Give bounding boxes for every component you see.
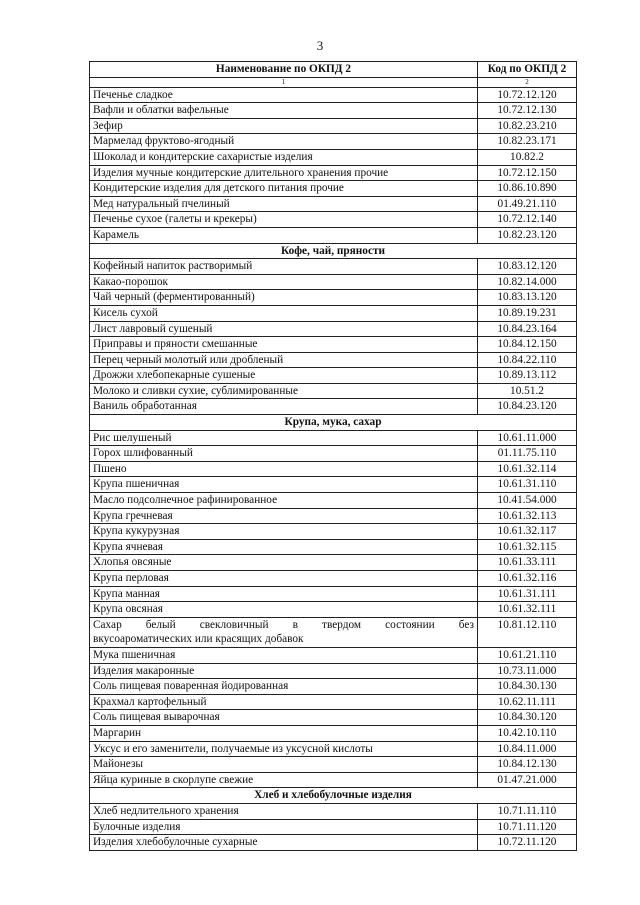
table-row [90, 134, 577, 150]
table-row [90, 586, 577, 602]
item-code: 10.82.23.171 [478, 134, 577, 150]
table-row [90, 803, 577, 819]
item-code: 10.84.22.110 [478, 352, 577, 368]
item-name: Крупа пшеничная [90, 477, 478, 493]
item-code: 10.71.11.120 [478, 819, 577, 835]
table-row [90, 617, 577, 647]
item-code: 10.84.12.150 [478, 337, 577, 353]
item-name: Яйца куриные в скорлупе свежие [90, 772, 478, 788]
table-row [90, 772, 577, 788]
item-name: Пшено [90, 461, 478, 477]
item-name-word: свекловичный [199, 618, 269, 631]
table-header-row [90, 62, 577, 78]
item-code: 10.84.11.000 [478, 741, 577, 757]
item-code: 01.47.21.000 [478, 772, 577, 788]
item-code: 10.71.11.110 [478, 803, 577, 819]
section-heading-row [90, 243, 577, 259]
table-row [90, 149, 577, 165]
item-name: Хлопья овсяные [90, 555, 478, 571]
table-row [90, 290, 577, 306]
item-code: 10.86.10.890 [478, 181, 577, 197]
table-row [90, 259, 577, 275]
table-row [90, 757, 577, 773]
table-row [90, 337, 577, 353]
item-name: Соль пищевая выварочная [90, 710, 478, 726]
item-name: Печенье сухое (галеты и крекеры) [90, 212, 478, 228]
item-code: 10.82.23.210 [478, 118, 577, 134]
item-name: Крупа ячневая [90, 539, 478, 555]
item-name: Перец черный молотый или дробленый [90, 352, 478, 368]
item-name-word: без [458, 618, 474, 631]
item-code: 10.84.23.164 [478, 321, 577, 337]
item-code: 10.42.10.110 [478, 725, 577, 741]
table-row [90, 710, 577, 726]
item-name [90, 617, 478, 647]
section-heading: Кофе, чай, пряности [90, 243, 577, 259]
item-code: 10.83.12.120 [478, 259, 577, 275]
item-code: 10.84.30.120 [478, 710, 577, 726]
item-code: 10.41.54.000 [478, 493, 577, 509]
table-row [90, 446, 577, 462]
item-code: 10.84.30.130 [478, 679, 577, 695]
table-row [90, 725, 577, 741]
item-name: Крупа гречневая [90, 508, 478, 524]
item-name: Майонезы [90, 757, 478, 773]
item-name: Мармелад фруктово-ягодный [90, 134, 478, 150]
item-code: 10.82.2 [478, 149, 577, 165]
item-code: 10.51.2 [478, 383, 577, 399]
table-row [90, 663, 577, 679]
item-name: Маргарин [90, 725, 478, 741]
item-code: 10.81.12.110 [478, 617, 577, 647]
table-row [90, 835, 577, 851]
table-row [90, 539, 577, 555]
item-name: Какао-порошок [90, 274, 478, 290]
table-row [90, 477, 577, 493]
item-name: Шоколад и кондитерские сахаристые изделия [90, 149, 478, 165]
item-name: Изделия хлебобулочные сухарные [90, 835, 478, 851]
item-name: Булочные изделия [90, 819, 478, 835]
page-number: 3 [316, 38, 324, 53]
item-name-word: белый [145, 618, 176, 631]
section-heading-row [90, 788, 577, 804]
section-heading: Хлеб и хлебобулочные изделия [90, 788, 577, 804]
section-heading-row [90, 415, 577, 431]
item-name: Уксус и его заменители, получаемые из уксусной кислоты [90, 741, 478, 757]
table-row [90, 103, 577, 119]
item-name: Крахмал картофельный [90, 694, 478, 710]
item-name: Изделия макаронные [90, 663, 478, 679]
table-row [90, 741, 577, 757]
section-heading: Крупа, мука, сахар [90, 415, 577, 431]
item-name: Кофейный напиток растворимый [90, 259, 478, 275]
item-name: Чай черный (ферментированный) [90, 290, 478, 306]
table-row [90, 165, 577, 181]
item-name: Кисель сухой [90, 305, 478, 321]
table-row [90, 196, 577, 212]
item-name: Вафли и облатки вафельные [90, 103, 478, 119]
table-row [90, 819, 577, 835]
item-code: 10.61.31.110 [478, 477, 577, 493]
table-row [90, 430, 577, 446]
table-row [90, 181, 577, 197]
header-name: Наименование по ОКПД 2 [90, 62, 478, 78]
item-code: 10.89.19.231 [478, 305, 577, 321]
table-row [90, 212, 577, 228]
item-name: Изделия мучные кондитерские длительного хранения прочие [90, 165, 478, 181]
item-code: 10.72.12.150 [478, 165, 577, 181]
item-code: 10.83.13.120 [478, 290, 577, 306]
item-code: 10.61.32.111 [478, 602, 577, 618]
item-code: 10.61.21.110 [478, 647, 577, 663]
item-name-word: в [292, 618, 298, 631]
item-code: 10.61.32.114 [478, 461, 577, 477]
item-code: 10.62.11.111 [478, 694, 577, 710]
table-row [90, 87, 577, 103]
item-code: 10.72.12.120 [478, 87, 577, 103]
item-name-word: состоянии [385, 618, 435, 631]
table-row [90, 399, 577, 415]
table-row [90, 694, 577, 710]
item-name-line-2: вкусоароматических или красящих добавок [93, 633, 304, 646]
table-row [90, 647, 577, 663]
table-row [90, 571, 577, 587]
item-name-line-1 [93, 618, 474, 633]
item-name: Лист лавровый сушеный [90, 321, 478, 337]
item-name: Карамель [90, 227, 478, 243]
item-name: Крупа перловая [90, 571, 478, 587]
item-code: 10.89.13.112 [478, 368, 577, 384]
column-number-row [90, 77, 577, 87]
item-code: 10.61.32.116 [478, 571, 577, 587]
table-row [90, 227, 577, 243]
table-row [90, 274, 577, 290]
item-code: 01.49.21.110 [478, 196, 577, 212]
table-row [90, 602, 577, 618]
item-name: Дрожжи хлебопекарные сушеные [90, 368, 478, 384]
item-name: Рис шелушеный [90, 430, 478, 446]
item-name: Масло подсолнечное рафинированное [90, 493, 478, 509]
item-name: Соль пищевая поваренная йодированная [90, 679, 478, 695]
item-name: Ваниль обработанная [90, 399, 478, 415]
item-code: 10.61.11.000 [478, 430, 577, 446]
item-name: Приправы и пряности смешанные [90, 337, 478, 353]
table-row [90, 524, 577, 540]
item-name: Крупа кукурузная [90, 524, 478, 540]
okpd-table-body [90, 62, 577, 851]
item-code: 10.82.23.120 [478, 227, 577, 243]
column-number-2: 2 [478, 77, 577, 87]
item-name: Молоко и сливки сухие, сублимированные [90, 383, 478, 399]
item-code: 01.11.75.110 [478, 446, 577, 462]
item-code: 10.72.11.120 [478, 835, 577, 851]
item-name: Кондитерские изделия для детского питания прочие [90, 181, 478, 197]
table-row [90, 118, 577, 134]
item-name: Печенье сладкое [90, 87, 478, 103]
item-name: Крупа овсяная [90, 602, 478, 618]
table-row [90, 508, 577, 524]
column-number-1: 1 [90, 77, 478, 87]
item-name-word: Сахар [93, 618, 122, 631]
item-name: Мед натуральный пчелиный [90, 196, 478, 212]
table-row [90, 321, 577, 337]
item-code: 10.61.33.111 [478, 555, 577, 571]
item-code: 10.61.31.111 [478, 586, 577, 602]
item-code: 10.82.14.000 [478, 274, 577, 290]
item-code: 10.73.11.000 [478, 663, 577, 679]
table-row [90, 679, 577, 695]
table-row [90, 461, 577, 477]
item-code: 10.61.32.115 [478, 539, 577, 555]
okpd-table [89, 61, 577, 851]
header-code: Код по ОКПД 2 [478, 62, 577, 78]
item-name: Мука пшеничная [90, 647, 478, 663]
table-row [90, 383, 577, 399]
item-name-word: твердом [322, 618, 362, 631]
item-code: 10.61.32.113 [478, 508, 577, 524]
item-code: 10.84.12.130 [478, 757, 577, 773]
table-row [90, 352, 577, 368]
table-row [90, 368, 577, 384]
table-row [90, 555, 577, 571]
table-row [90, 493, 577, 509]
item-code: 10.72.12.130 [478, 103, 577, 119]
item-code: 10.84.23.120 [478, 399, 577, 415]
table-row [90, 305, 577, 321]
item-name: Хлеб недлительного хранения [90, 803, 478, 819]
item-name: Крупа манная [90, 586, 478, 602]
item-name: Горох шлифованный [90, 446, 478, 462]
item-name: Зефир [90, 118, 478, 134]
item-code: 10.61.32.117 [478, 524, 577, 540]
item-code: 10.72.12.140 [478, 212, 577, 228]
